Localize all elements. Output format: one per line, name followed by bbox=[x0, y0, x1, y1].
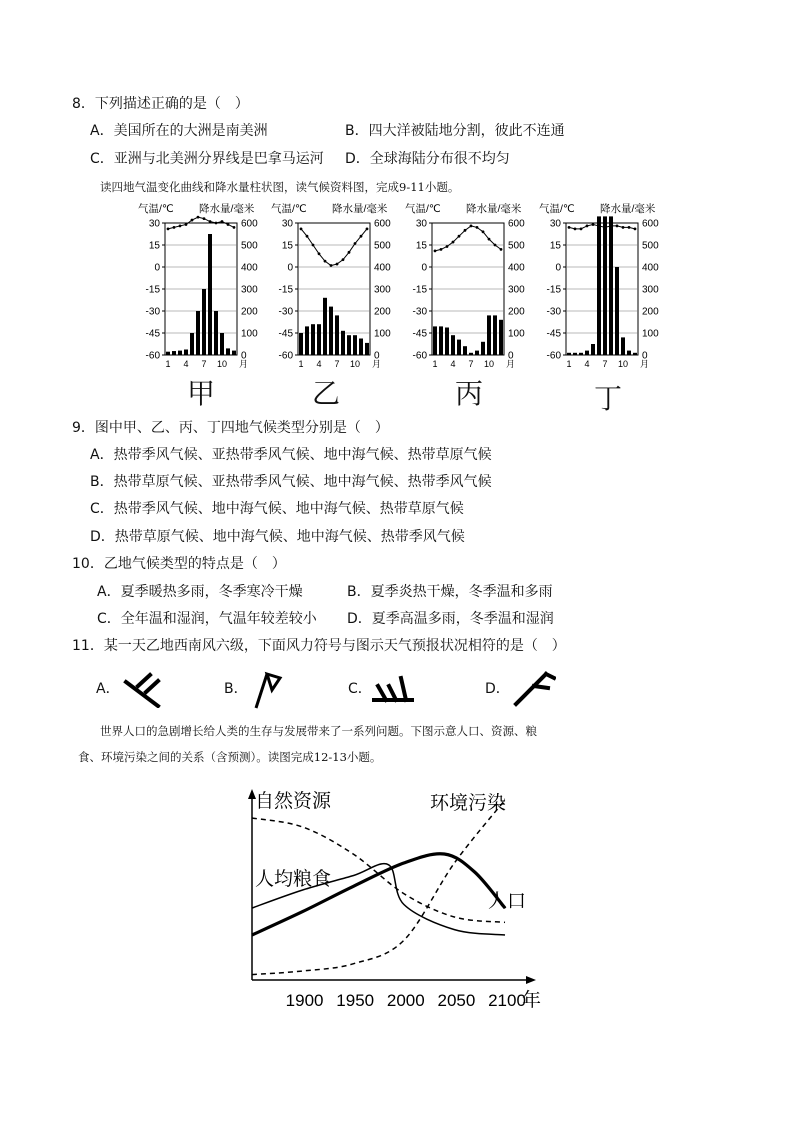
month-tick-label: 7 bbox=[602, 359, 608, 369]
month-tick-label: 4 bbox=[584, 359, 590, 369]
precip-bar bbox=[341, 331, 345, 355]
precip-tick-label: 300 bbox=[374, 284, 391, 296]
precip-tick-label: 300 bbox=[642, 284, 659, 296]
temp-tick-label: 30 bbox=[549, 218, 561, 230]
month-unit-label: 月 bbox=[239, 359, 249, 369]
chart-label-ding: 丁 bbox=[594, 382, 623, 415]
temp-tick-label: 0 bbox=[421, 262, 427, 274]
precip-bar bbox=[329, 307, 333, 355]
temp-tick-label: -45 bbox=[145, 328, 160, 340]
precip-bar bbox=[335, 315, 339, 355]
q10-option-b[interactable]: B．夏季炎热干燥，冬季温和多雨 bbox=[347, 584, 553, 600]
temp-curve bbox=[435, 226, 501, 251]
precip-tick-label: 500 bbox=[241, 240, 258, 252]
month-tick-label: 4 bbox=[316, 359, 322, 369]
precip-tick-label: 100 bbox=[374, 328, 391, 340]
precip-bar bbox=[481, 342, 485, 355]
q8-option-d[interactable]: D．全球海陆分布很不均匀 bbox=[345, 151, 510, 167]
precip-axis-label: 降水量/毫米 bbox=[600, 203, 656, 215]
month-unit-label: 月 bbox=[372, 359, 382, 369]
q9-option-b[interactable]: B．热带草原气候、亚热带季风气候、地中海气候、热带季风气候 bbox=[90, 474, 492, 490]
precip-tick-label: 500 bbox=[374, 240, 391, 252]
precip-tick-label: 400 bbox=[374, 262, 391, 274]
x-tick-label: 2050 bbox=[437, 991, 476, 1010]
temp-tick-label: 30 bbox=[281, 218, 293, 230]
q11-option-a[interactable]: A． bbox=[96, 681, 120, 697]
temp-tick-label: -45 bbox=[278, 328, 293, 340]
precip-bar bbox=[214, 311, 218, 355]
precip-bar bbox=[317, 324, 321, 355]
q11-option-c[interactable]: C． bbox=[348, 681, 372, 697]
precip-tick-label: 600 bbox=[374, 218, 391, 230]
precip-tick-label: 200 bbox=[508, 306, 525, 318]
precip-bar bbox=[487, 315, 491, 355]
precip-tick-label: 500 bbox=[508, 240, 525, 252]
q8-stem: 8．下列描述正确的是（ ） bbox=[72, 96, 249, 112]
q8-option-a[interactable]: A．美国所在的大洲是南美洲 bbox=[90, 123, 268, 139]
temp-tick-label: -15 bbox=[546, 284, 561, 296]
precip-tick-label: 600 bbox=[508, 218, 525, 230]
precip-bar bbox=[190, 333, 194, 355]
wind-symbol-b-icon bbox=[248, 668, 288, 710]
x-tick-label: 2100 bbox=[488, 991, 526, 1010]
month-tick-label: 7 bbox=[468, 359, 474, 369]
precip-bar bbox=[232, 351, 236, 355]
month-unit-label: 月 bbox=[506, 359, 516, 369]
precip-tick-label: 100 bbox=[508, 328, 525, 340]
q8-option-b[interactable]: B．四大洋被陆地分割，彼此不连通 bbox=[345, 123, 565, 139]
temp-tick-label: 15 bbox=[415, 240, 427, 252]
month-unit-label: 月 bbox=[640, 359, 650, 369]
precip-bar bbox=[323, 298, 327, 355]
series-label-0: 自然资源 bbox=[255, 791, 332, 812]
temp-tick-label: -30 bbox=[278, 306, 293, 318]
q9-stem: 9．图中甲、乙、丙、丁四地气候类型分别是（ ） bbox=[72, 420, 389, 436]
precip-bar bbox=[633, 353, 637, 355]
climate-chart-3 bbox=[539, 202, 659, 369]
precip-bar bbox=[451, 335, 455, 355]
temp-tick-label: 15 bbox=[549, 240, 561, 252]
precip-bar bbox=[469, 353, 473, 355]
month-tick-label: 10 bbox=[617, 359, 629, 369]
temp-tick-label: 15 bbox=[281, 240, 293, 252]
temp-tick-label: -60 bbox=[278, 350, 293, 362]
precip-tick-label: 400 bbox=[241, 262, 258, 274]
population-chart bbox=[230, 785, 560, 1015]
precip-bar bbox=[359, 339, 363, 356]
intro-9-11: 读四地气温变化曲线和降水量柱状图，读气候资料图，完成9-11小题。 bbox=[100, 180, 460, 194]
precip-bar bbox=[196, 311, 200, 355]
temp-tick-label: 30 bbox=[148, 218, 160, 230]
q11-option-b[interactable]: B． bbox=[224, 681, 248, 697]
precip-tick-label: 0 bbox=[241, 350, 247, 362]
month-tick-label: 1 bbox=[566, 359, 572, 369]
climate-chart-1 bbox=[271, 202, 391, 369]
precip-tick-label: 400 bbox=[508, 262, 525, 274]
precip-tick-label: 300 bbox=[508, 284, 525, 296]
chart-label-bing: 丙 bbox=[455, 377, 484, 410]
precip-bar bbox=[475, 351, 479, 355]
wind-symbol-a-icon bbox=[120, 668, 170, 708]
precip-bar bbox=[493, 315, 497, 355]
month-tick-label: 10 bbox=[216, 359, 228, 369]
wind-symbol-c-icon bbox=[370, 672, 416, 708]
precip-bar bbox=[457, 340, 461, 355]
month-tick-label: 7 bbox=[334, 359, 340, 369]
precip-bar bbox=[305, 326, 309, 355]
temp-axis-label: 气温/℃ bbox=[405, 203, 441, 215]
x-tick-label: 1950 bbox=[336, 991, 375, 1010]
temp-curve bbox=[569, 224, 635, 228]
x-tick-label: 2000 bbox=[386, 991, 425, 1010]
precip-bar bbox=[172, 351, 176, 355]
precip-bar bbox=[585, 351, 589, 355]
q11-stem: 11．某一天乙地西南风六级，下面风力符号与图示天气预报状况相符的是（ ） bbox=[72, 638, 566, 654]
precip-tick-label: 200 bbox=[642, 306, 659, 318]
temp-tick-label: 0 bbox=[555, 262, 561, 274]
precip-tick-label: 0 bbox=[642, 350, 648, 362]
precip-axis-label: 降水量/毫米 bbox=[332, 203, 388, 215]
precip-bar bbox=[621, 337, 625, 355]
precip-bar bbox=[178, 351, 182, 355]
month-tick-label: 4 bbox=[183, 359, 189, 369]
chart-label-yi: 乙 bbox=[312, 377, 341, 410]
q11-option-d[interactable]: D． bbox=[485, 681, 510, 697]
climate-charts bbox=[0, 195, 794, 410]
precip-bar bbox=[226, 348, 230, 355]
precip-bar bbox=[591, 344, 595, 355]
precip-bar bbox=[445, 328, 449, 356]
month-tick-label: 10 bbox=[349, 359, 361, 369]
precip-axis-label: 降水量/毫米 bbox=[466, 203, 522, 215]
precip-bar bbox=[166, 352, 170, 355]
precip-tick-label: 500 bbox=[642, 240, 659, 252]
q9-option-d[interactable]: D．热带草原气候、地中海气候、地中海气候、热带季风气候 bbox=[90, 529, 465, 545]
precip-bar bbox=[579, 353, 583, 355]
q10-stem: 10．乙地气候类型的特点是（ ） bbox=[72, 556, 286, 572]
month-tick-label: 4 bbox=[450, 359, 456, 369]
precip-bar bbox=[299, 333, 303, 355]
precip-tick-label: 200 bbox=[241, 306, 258, 318]
climate-chart-2 bbox=[405, 202, 525, 369]
precip-bar bbox=[597, 216, 601, 355]
precip-bar bbox=[347, 335, 351, 355]
temp-tick-label: -60 bbox=[145, 350, 160, 362]
precip-tick-label: 300 bbox=[241, 284, 258, 296]
climate-chart-0 bbox=[138, 202, 258, 369]
temp-curve bbox=[301, 229, 367, 266]
temp-tick-label: 0 bbox=[287, 262, 293, 274]
month-tick-label: 7 bbox=[201, 359, 207, 369]
temp-tick-label: -60 bbox=[546, 350, 561, 362]
x-tick-label: 1900 bbox=[285, 991, 324, 1010]
precip-bar bbox=[463, 346, 467, 355]
precip-tick-label: 0 bbox=[508, 350, 514, 362]
intro-12-13-line2: 食、环境污染之间的关系（含预测）。读图完成12-13小题。 bbox=[78, 750, 382, 764]
chart-label-jia: 甲 bbox=[187, 377, 216, 410]
precip-bar bbox=[627, 351, 631, 355]
precip-tick-label: 200 bbox=[374, 306, 391, 318]
precip-bar bbox=[220, 333, 224, 355]
precip-tick-label: 100 bbox=[241, 328, 258, 340]
series-label-1: 环境污染 bbox=[430, 793, 507, 814]
precip-bar bbox=[184, 350, 188, 356]
temp-tick-label: 30 bbox=[415, 218, 427, 230]
temp-axis-label: 气温/℃ bbox=[138, 203, 174, 215]
precip-bar bbox=[433, 326, 437, 355]
q10-option-c[interactable]: C．全年温和湿润，气温年较差较小 bbox=[97, 611, 317, 627]
temp-tick-label: 0 bbox=[154, 262, 160, 274]
precip-bar bbox=[609, 216, 613, 355]
temp-axis-label: 气温/℃ bbox=[539, 203, 575, 215]
precip-bar bbox=[499, 320, 503, 355]
precip-tick-label: 600 bbox=[642, 218, 659, 230]
precip-bar bbox=[573, 353, 577, 355]
q8-option-c[interactable]: C．亚洲与北美洲分界线是巴拿马运河 bbox=[90, 151, 324, 167]
precip-bar bbox=[567, 353, 571, 355]
precip-tick-label: 600 bbox=[241, 218, 258, 230]
temp-tick-label: -15 bbox=[145, 284, 160, 296]
q9-option-a[interactable]: A．热带季风气候、亚热带季风气候、地中海气候、热带草原气候 bbox=[90, 447, 492, 463]
month-tick-label: 1 bbox=[432, 359, 438, 369]
temp-tick-label: -60 bbox=[412, 350, 427, 362]
temp-tick-label: -30 bbox=[145, 306, 160, 318]
precip-bar bbox=[603, 216, 607, 355]
month-tick-label: 1 bbox=[165, 359, 171, 369]
temp-tick-label: -15 bbox=[412, 284, 427, 296]
temp-tick-label: -45 bbox=[412, 328, 427, 340]
temp-axis-label: 气温/℃ bbox=[271, 203, 307, 215]
precip-tick-label: 400 bbox=[642, 262, 659, 274]
x-unit-label: 年 bbox=[522, 990, 542, 1011]
wind-symbol-d-icon bbox=[510, 668, 556, 710]
x-axis-arrow bbox=[526, 976, 536, 984]
precip-bar bbox=[202, 289, 206, 355]
q10-option-a[interactable]: A．夏季暖热多雨，冬季寒冷干燥 bbox=[97, 584, 303, 600]
precip-tick-label: 0 bbox=[374, 350, 380, 362]
precip-bar bbox=[208, 234, 212, 355]
precip-bar bbox=[615, 267, 619, 355]
temp-tick-label: -15 bbox=[278, 284, 293, 296]
temp-tick-label: -45 bbox=[546, 328, 561, 340]
series-label-3: 人口 bbox=[488, 891, 527, 912]
precip-tick-label: 100 bbox=[642, 328, 659, 340]
precip-axis-label: 降水量/毫米 bbox=[199, 203, 255, 215]
q10-option-d[interactable]: D．夏季高温多雨，冬季温和湿润 bbox=[347, 611, 554, 627]
precip-bar bbox=[311, 324, 315, 355]
q9-option-c[interactable]: C．热带季风气候、地中海气候、地中海气候、热带草原气候 bbox=[90, 501, 464, 517]
temp-tick-label: 15 bbox=[148, 240, 160, 252]
precip-bar bbox=[365, 343, 369, 355]
temp-tick-label: -30 bbox=[412, 306, 427, 318]
intro-12-13-line1: 世界人口的急剧增长给人类的生存与发展带来了一系列问题。下图示意人口、资源、粮 bbox=[100, 724, 537, 738]
series-label-2: 人均粮食 bbox=[255, 869, 332, 890]
month-tick-label: 1 bbox=[298, 359, 304, 369]
precip-bar bbox=[353, 335, 357, 355]
precip-bar bbox=[439, 326, 443, 355]
month-tick-label: 10 bbox=[483, 359, 495, 369]
temp-tick-label: -30 bbox=[546, 306, 561, 318]
